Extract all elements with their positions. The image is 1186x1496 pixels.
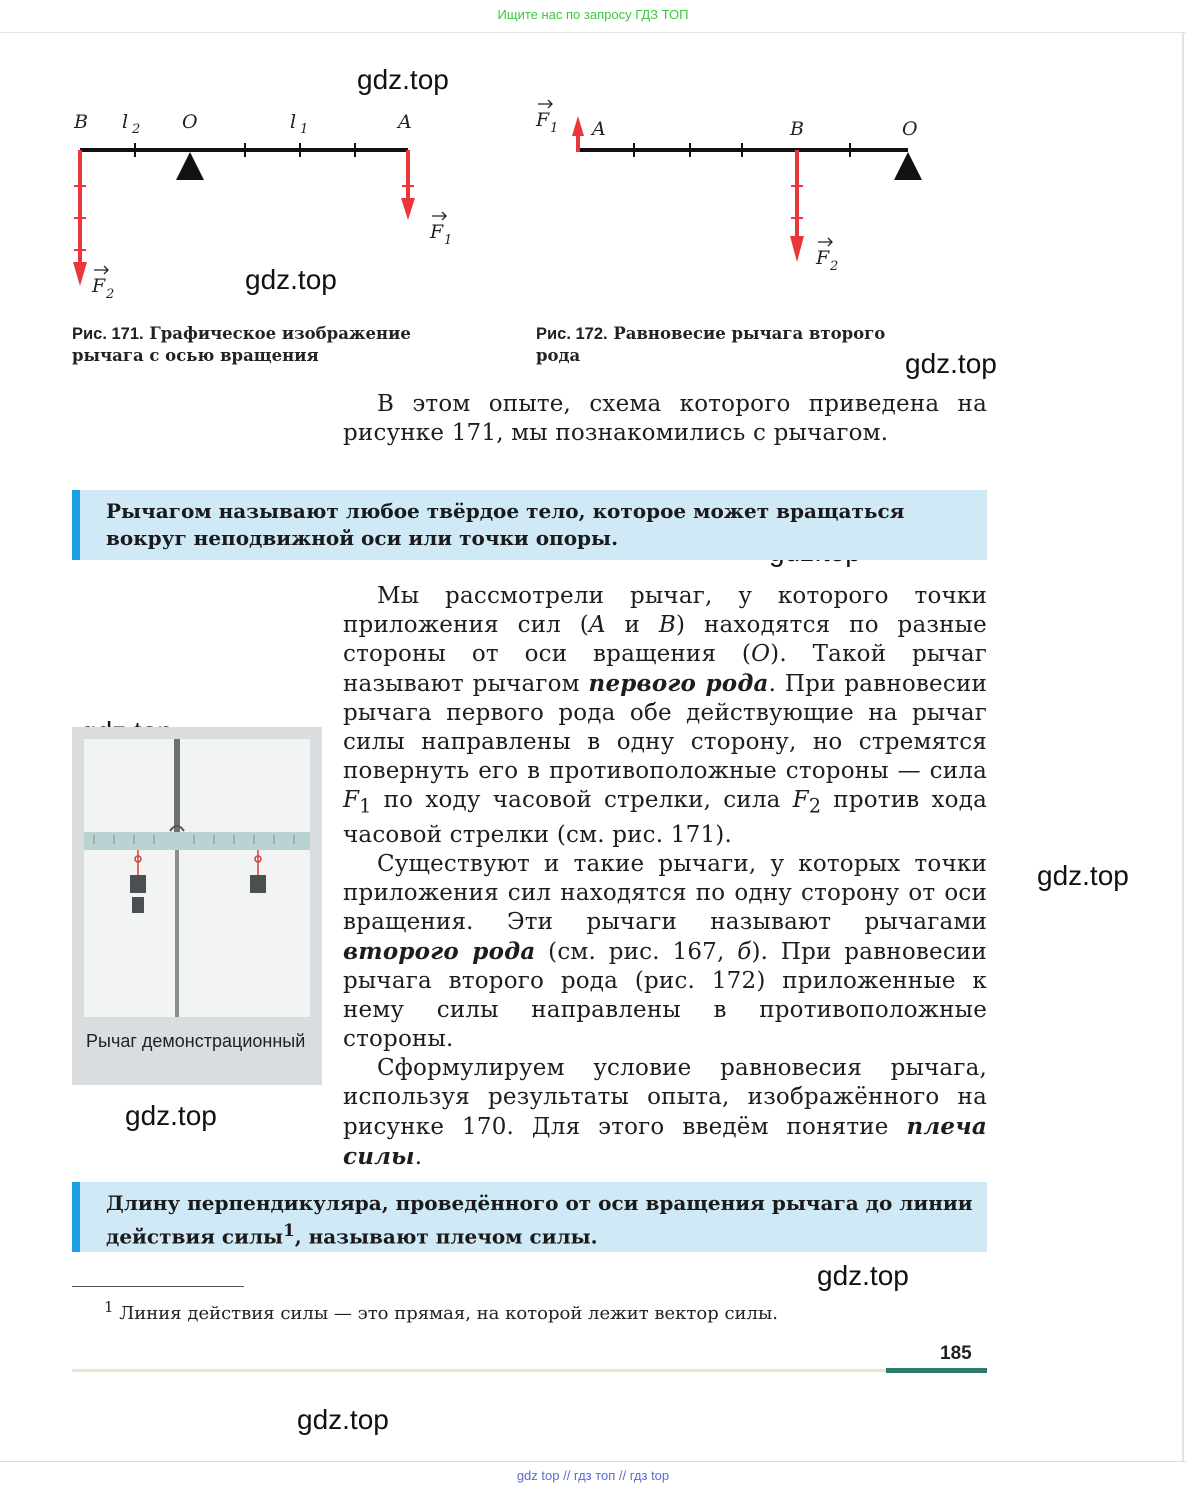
- label-l1: l: [290, 111, 297, 133]
- vector-arrow-icon: [432, 212, 446, 220]
- label-f1: F: [536, 109, 550, 131]
- page-bottom-edge: [0, 1461, 1186, 1462]
- pivot-triangle-icon: [894, 152, 922, 180]
- definition-lever: Рычагом называют любое твёрдое тело, которое может вращаться вокруг неподвижной оси или точки опоры.: [72, 490, 987, 560]
- definition-arm-of-force: Длину перпендикуляра, проведённого от оси вращения рычага до линии действия силы$^1$, называют плечом силы.: [72, 1182, 987, 1252]
- page-number: 185: [940, 1343, 972, 1364]
- label-f1-sub: 1: [444, 233, 453, 248]
- label-a: A: [592, 118, 606, 140]
- label-b: B: [74, 111, 88, 133]
- paragraph-second-kind: Существуют и такие рычаги, у которых точки приложения сил находятся по одну сторону от оси вращения. Эти рычаги называют рычагами второго рода (см. рис. 167, б). При равновесии рычага второго рода (рис. 172) приложенные к нему силы направлены в противоположные стороны.: [343, 850, 987, 1052]
- main-text: [343, 582, 987, 1172]
- watermark: gdz.top: [125, 1100, 217, 1131]
- page-bar-right: [886, 1368, 987, 1373]
- caption-label: Рис. 172.: [536, 325, 608, 343]
- label-f1: F: [430, 221, 444, 243]
- watermark: gdz.top: [297, 1404, 389, 1435]
- label-l2-sub: 2: [132, 122, 141, 137]
- paragraph-first-kind: Мы рассмотрели рычаг, у которого точки приложения сил (A и B) находятся по разные стороны от оси вращения (O). Такой рычаг называют рычагом первого рода. При равновесии рычага первого рода обе действующие на рычаг силы направлены в одну сторону, но стремятся повернуть его в противоположные стороны — сила $F_1$ по ходу часовой стрелки, сила $F_2$ против хода часовой стрелки (см. рис. 171).: [343, 583, 988, 848]
- page-bar-left: [72, 1369, 886, 1372]
- figure-172-lever-diagram: [530, 100, 950, 290]
- watermark: gdz.top: [905, 348, 997, 379]
- footnote-text: Линия действия силы — это прямая, на которой лежит вектор силы.: [119, 1303, 779, 1324]
- figure-171-caption: Рис. 171. Графическое изображение рычага с осью вращения: [72, 324, 411, 365]
- photo-caption: Рычаг демонстрационный: [86, 1031, 306, 1051]
- page-right-edge: [1182, 32, 1184, 1462]
- watermark: gdz.top: [245, 264, 337, 295]
- label-l1-sub: 1: [300, 122, 309, 137]
- label-f2: F: [92, 275, 106, 297]
- vector-arrow-icon: [538, 100, 552, 108]
- force-f1-arrow: [401, 150, 415, 220]
- intro-paragraph: В этом опыте, схема которого приведена на рисунке 171, мы познакомились с рычагом.: [343, 391, 987, 446]
- watermark: gdz.top: [817, 1260, 909, 1291]
- paragraph-condition: Сформулируем условие равновесия рычага, используя результаты опыта, изображённого на рисунке 170. Для этого введём понятие плеча силы.: [343, 1054, 987, 1170]
- footnote-mark: 1: [104, 1298, 114, 1316]
- photo-demonstration-lever: [72, 727, 322, 1085]
- watermark: gdz.top: [1037, 860, 1129, 891]
- lever-photo-illustration: [84, 739, 310, 1017]
- label-l2: l: [122, 111, 129, 133]
- vector-arrow-icon: [818, 238, 832, 246]
- figure-171-lever-diagram: [60, 100, 480, 310]
- footnote-divider: [72, 1286, 244, 1287]
- label-a: A: [398, 111, 412, 133]
- footer-links[interactable]: gdz top // гдз топ // гдз top: [516, 1468, 670, 1483]
- label-f2-sub: 2: [106, 287, 115, 302]
- footnote: [104, 1298, 778, 1324]
- watermark: gdz.top: [357, 64, 449, 95]
- pivot-triangle-icon: [176, 152, 204, 180]
- caption-label: Рис. 171.: [72, 325, 144, 343]
- label-o: O: [182, 111, 198, 133]
- top-banner[interactable]: Ищите нас по запросу ГДЗ ТОП: [0, 0, 1186, 33]
- label-f1-sub: 1: [550, 121, 559, 136]
- force-f2-arrow: [790, 150, 804, 262]
- label-o: O: [902, 118, 918, 140]
- force-f1-arrow: [572, 116, 584, 152]
- force-f2-arrow: [73, 150, 87, 286]
- label-f2: F: [816, 247, 830, 269]
- figure-172-caption: Рис. 172. Равновесие рычага второго рода: [536, 324, 886, 365]
- label-b: B: [790, 118, 804, 140]
- vector-arrow-icon: [94, 266, 108, 274]
- label-f2-sub: 2: [830, 259, 839, 274]
